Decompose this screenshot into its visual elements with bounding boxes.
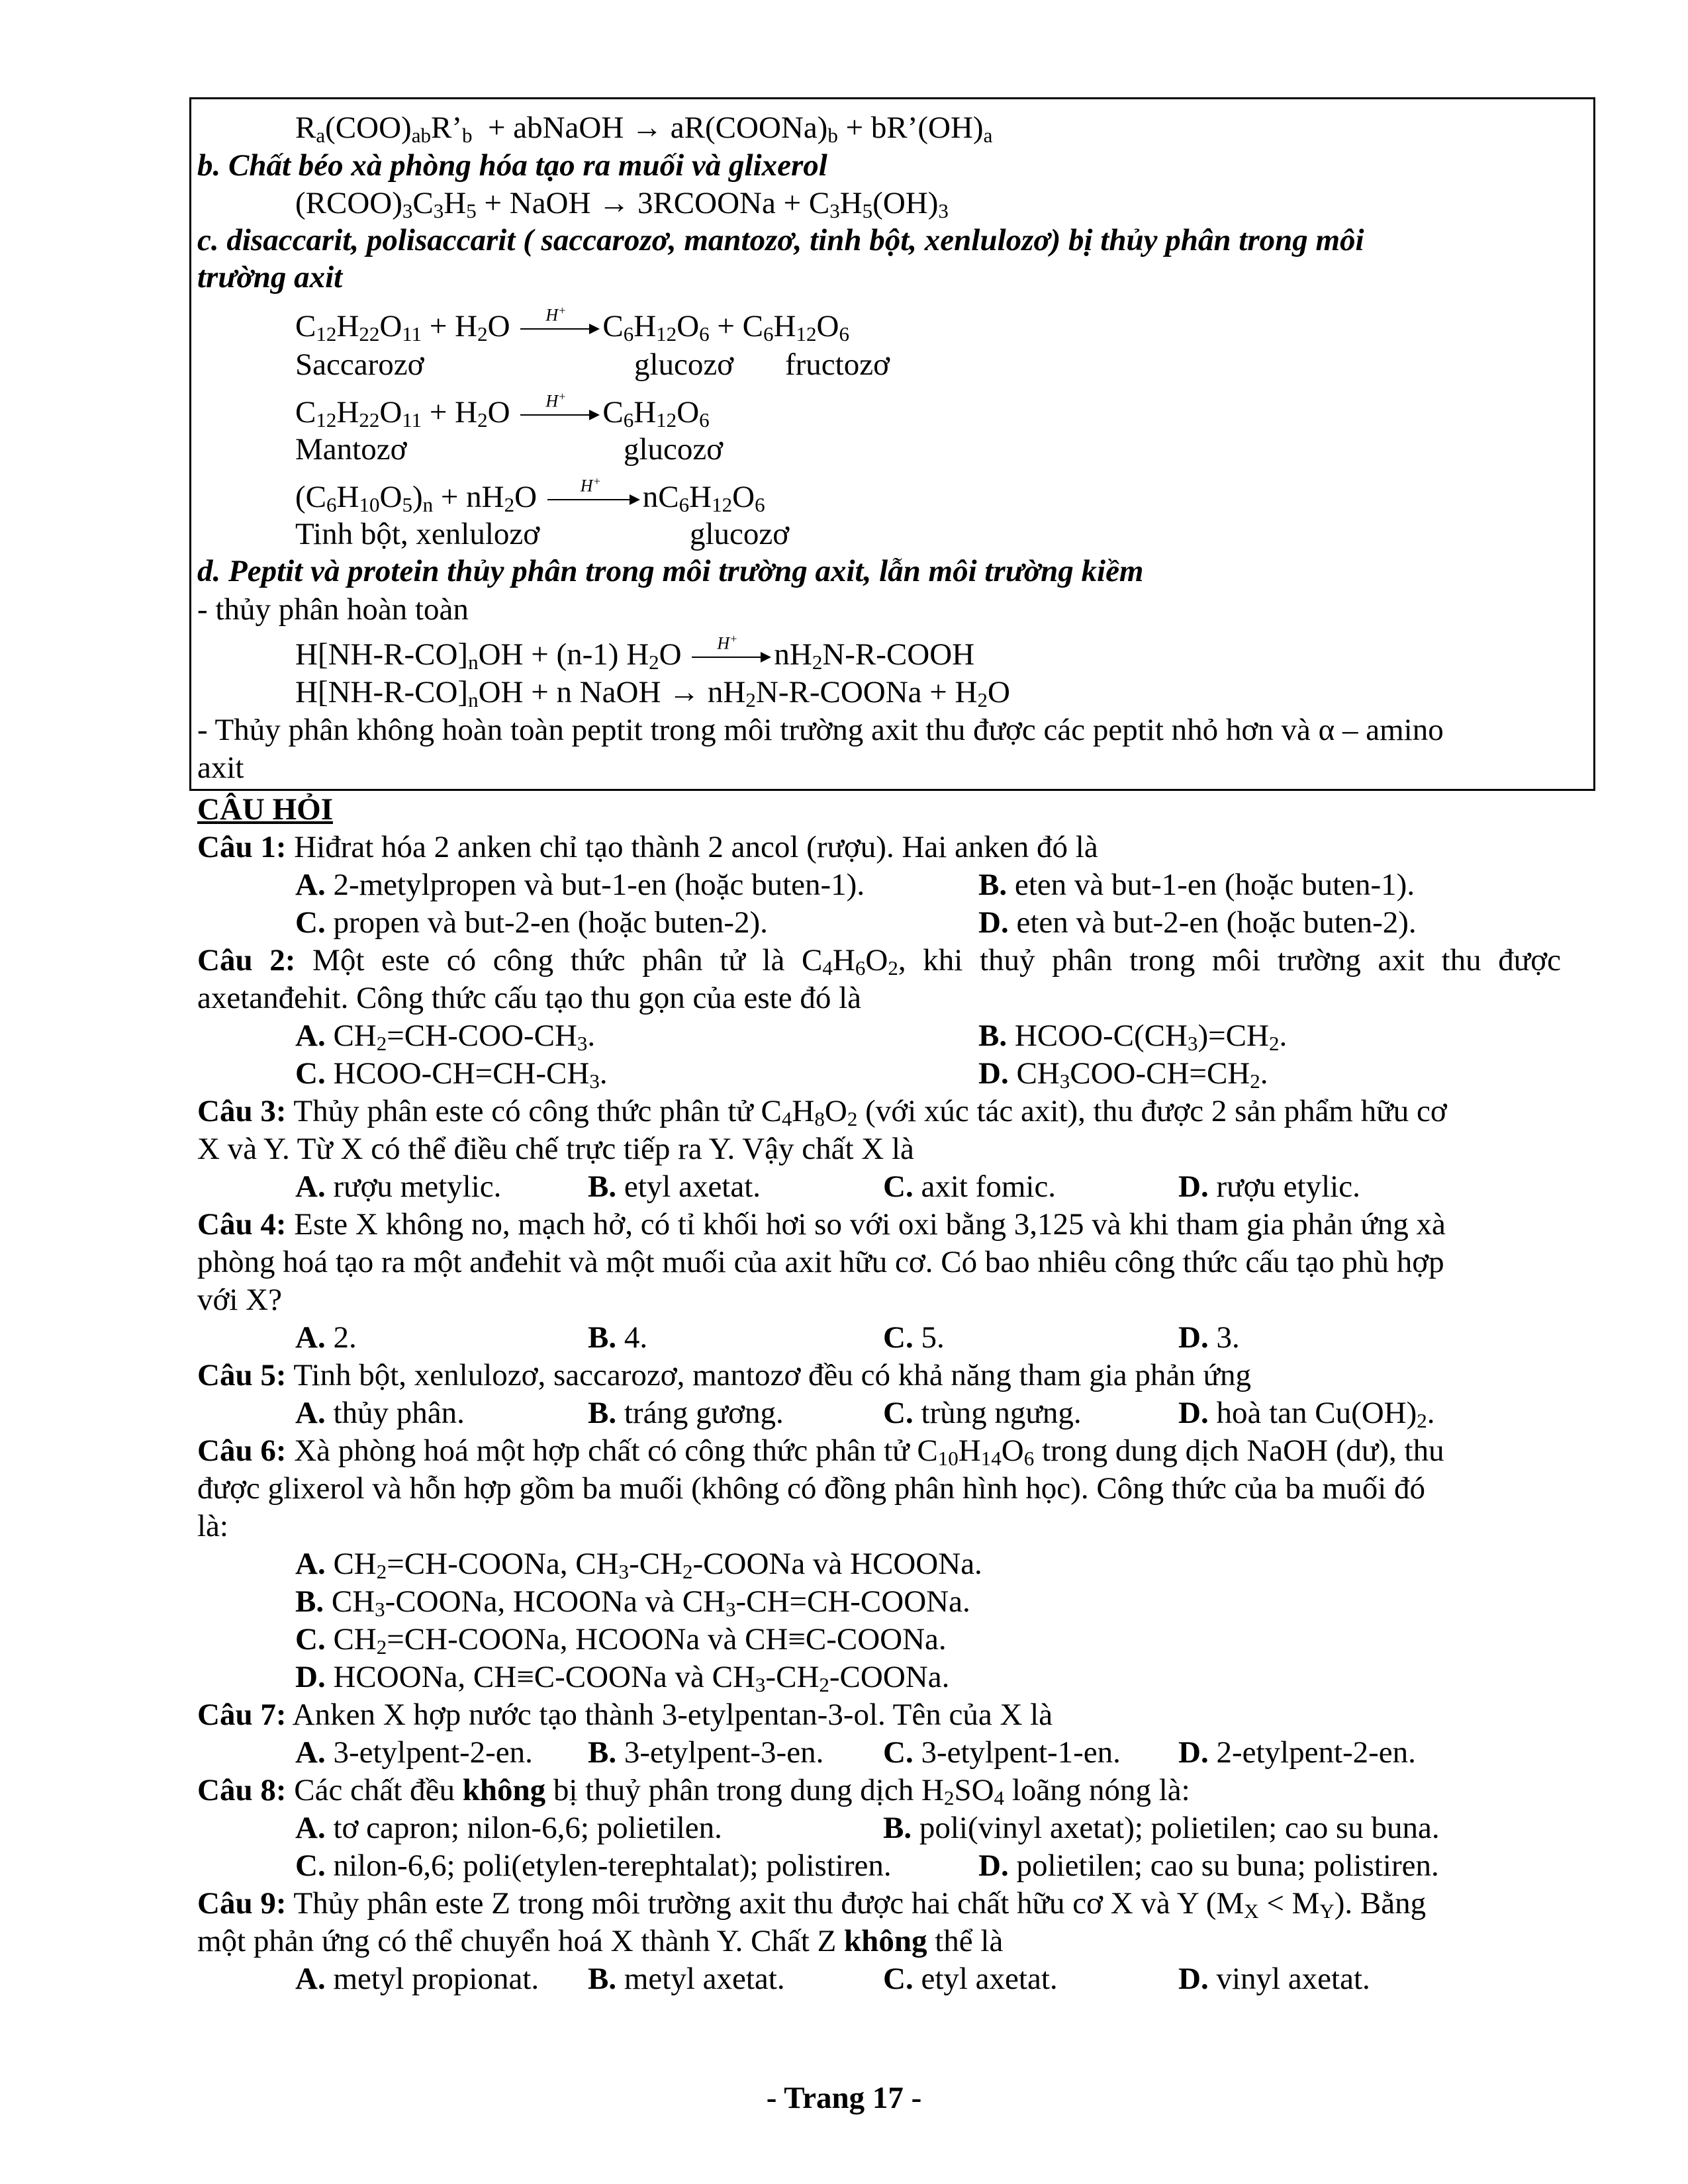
peptide-base-hydrolysis-equation: $H[NH-R-CO]_nOH + n$ NaOH → $nH_2N-R$-COONa + $H_2O$	[295, 675, 1010, 711]
question-6-stem-line3: là:	[197, 1509, 228, 1543]
q9-option-a: A. metyl propionat.	[295, 1962, 539, 1996]
question-8-stem: Câu 8: Các chất đều không bị thuỷ phân trong dung dịch $H_2SO_4$ loãng nóng là:	[197, 1773, 1190, 1809]
q4-option-c: C. 5.	[883, 1320, 945, 1355]
acid-catalyst-arrow: H+	[692, 647, 771, 667]
label-fructozo: fructozơ	[785, 347, 890, 382]
acid-catalyst-arrow: H+	[520, 405, 600, 425]
section-d-heading: d. Peptit và protein thủy phân trong môi trường axit, lẫn môi trường kiềm	[197, 554, 1144, 588]
q6-option-a: A. $CH_2=CH$-COONa, $CH_3-CH_2$-COONa và HCOONa.	[295, 1547, 982, 1583]
q9-option-b: B. metyl axetat.	[588, 1962, 785, 1996]
label-glucozo: glucozơ	[624, 432, 724, 467]
question-5-stem: Câu 5: Tinh bột, xenlulozơ, saccarozơ, mantozơ đều có khả năng tham gia phản ứng	[197, 1358, 1251, 1392]
label-glucozo: glucozơ	[634, 347, 734, 382]
peptide-acid-hydrolysis-equation: $H[NH-R-CO]_nOH + (n-1)$ $H_2O$ H+ $nH_2N-R$-COOH	[295, 632, 975, 674]
partial-hydrolysis-line1: - Thủy phân không hoàn toàn peptit trong môi trường axit thu được các peptit nhỏ hơn và α – amino	[197, 713, 1444, 747]
q2-option-b: B. HCOO-$C(CH_3)=CH_2$.	[978, 1019, 1288, 1055]
q6-option-d: D. HCOONa, CH≡C-COONa và $CH_3-CH_2$-COONa.	[295, 1660, 950, 1696]
label-mantozo: Mantozơ	[295, 432, 407, 467]
section-c-heading-line2: trường axit	[197, 260, 343, 295]
q8-option-a: A. tơ capron; nilon-6,6; polietilen.	[295, 1811, 722, 1845]
q3-option-b: B. etyl axetat.	[588, 1169, 761, 1204]
acid-catalyst-arrow: H+	[520, 319, 600, 339]
question-4-stem-line1: Câu 4: Este X không no, mạch hở, có tỉ khối hơi so với oxi bằng 3,125 và khi tham gia phản ứng xà	[197, 1207, 1446, 1242]
q1-option-b: B. eten và but-1-en (hoặc buten-1).	[978, 868, 1415, 902]
q8-option-b: B. poli(vinyl axetat); polietilen; cao su buna.	[883, 1811, 1440, 1845]
q3-option-c: C. axit fomic.	[883, 1169, 1056, 1204]
question-2-stem-line2: axetanđehit. Công thức cấu tạo thu gọn của este đó là	[197, 981, 862, 1015]
q4-option-d: D. 3.	[1178, 1320, 1240, 1355]
page-number: - Trang 17 -	[766, 2081, 922, 2115]
maltose-hydrolysis-equation: $C_{12}H_{22}O_{11} + H_2O$ H+ $C_6H_{12}O_6$	[295, 390, 710, 432]
q7-option-d: D. 2-etylpent-2-en.	[1178, 1735, 1416, 1770]
q5-option-b: B. tráng gương.	[588, 1396, 784, 1430]
section-c-heading-line1: c. disaccarit, polisaccarit ( saccarozơ, mantozơ, tinh bột, xenlulozơ) bị thủy phân trong môi	[197, 223, 1364, 257]
q3-option-d: D. rượu etylic.	[1178, 1169, 1360, 1204]
q8-option-d: D. polietilen; cao su buna; polistiren.	[978, 1848, 1439, 1883]
question-3-stem-line2: X và Y. Từ X có thể điều chế trực tiếp ra Y. Vậy chất X là	[197, 1132, 914, 1166]
q1-option-a: A. 2-metylpropen và but-1-en (hoặc buten-1).	[295, 868, 865, 902]
q9-option-c: C. etyl axetat.	[883, 1962, 1058, 1996]
question-3-stem-line1: Câu 3: Thủy phân este có công thức phân tử $C_4H_8O_2$ (với xúc tác axit), thu được 2 sản phẩm hữu cơ	[197, 1094, 1447, 1130]
question-9-stem-line1: Câu 9: Thủy phân este Z trong môi trường axit thu được hai chất hữu cơ X và Y $(M_X < M_Y)$. Bằng	[197, 1886, 1427, 1923]
q7-option-c: C. 3-etylpent-1-en.	[883, 1735, 1121, 1770]
q9-option-d: D. vinyl axetat.	[1178, 1962, 1370, 1996]
question-4-stem-line2: phòng hoá tạo ra một anđehit và một muối của axit hữu cơ. Có bao nhiêu công thức cấu tạo phù hợp	[197, 1245, 1444, 1279]
question-6-stem-line2: được glixerol và hỗn hợp gồm ba muối (không có đồng phân hình học). Công thức của ba muối đó	[197, 1471, 1426, 1506]
label-tinh-bot: Tinh bột, xenlulozơ	[295, 517, 540, 551]
q4-option-a: A. 2.	[295, 1320, 357, 1355]
q3-option-a: A. rượu metylic.	[295, 1169, 502, 1204]
q5-option-a: A. thủy phân.	[295, 1396, 465, 1430]
question-4-stem-line3: với X?	[197, 1283, 282, 1317]
question-9-stem-line2: một phản ứng có thể chuyển hoá X thành Y. Chất Z không thể là	[197, 1924, 1004, 1958]
fat-saponification-equation: $(RCOO)_3C_3H_5$ + NaOH → 3RCOONa + $C_3H_5(OH)_3$	[295, 186, 949, 222]
partial-hydrolysis-line2: axit	[197, 751, 244, 785]
saccharose-hydrolysis-equation: $C_{12}H_{22}O_{11} + H_2O$ H+ $C_6H_{12}O_6 + C_6H_{12}O_6$	[295, 304, 849, 345]
q6-option-c: C. $CH_2=CH$-COONa, HCOONa và CH≡C-COONa.	[295, 1622, 947, 1659]
q2-option-a: A. $CH_2=CH-COO-CH_3$.	[295, 1019, 596, 1055]
q4-option-b: B. 4.	[588, 1320, 648, 1355]
q1-option-c: C. propen và but-2-en (hoặc buten-2).	[295, 905, 768, 940]
label-saccarozo: Saccarozơ	[295, 347, 424, 382]
q2-option-d: D. $CH_3COO-CH=CH_2$.	[978, 1056, 1268, 1093]
question-7-stem: Câu 7: Anken X hợp nước tạo thành 3-etylpentan-3-ol. Tên của X là	[197, 1698, 1053, 1732]
questions-title: CÂU HỎI	[197, 792, 333, 827]
q5-option-d: D. hoà $\tan Cu(OH)_2$.	[1178, 1396, 1435, 1432]
question-6-stem-line1: Câu 6: Xà phòng hoá một hợp chất có công thức phân tử $C_{10}H_{14}O_6$ trong dung dịch NaOH (dư), thu	[197, 1433, 1444, 1470]
question-1-stem: Câu 1: Hiđrat hóa 2 anken chỉ tạo thành 2 ancol (rượu). Hai anken đó là	[197, 830, 1098, 864]
q6-option-b: B. $CH_3$-COONa, HCOONa và $CH_3-CH=CH$-COONa.	[295, 1584, 970, 1621]
q2-option-c: C. HCOO-$CH=CH-CH_3$.	[295, 1056, 608, 1093]
full-hydrolysis-label: - thủy phân hoàn toàn	[197, 592, 469, 627]
q8-option-c: C. nilon-6,6; poli(etylen-terephtalat); polistiren.	[295, 1848, 892, 1883]
starch-hydrolysis-equation: $(C_6H_{10}O_5)_n + nH_2O$ H+ $nC_6H_{12}O_6$	[295, 475, 765, 516]
label-glucozo: glucozơ	[690, 517, 790, 551]
q5-option-c: C. trùng ngưng.	[883, 1396, 1082, 1430]
q1-option-d: D. eten và but-2-en (hoặc buten-2).	[978, 905, 1417, 940]
q7-option-a: A. 3-etylpent-2-en.	[295, 1735, 533, 1770]
question-2-stem-line1: Câu 2: Một este có công thức phân tử là $C_4H_6O_2$, khi thuỷ phân trong môi trường axit thu được	[197, 943, 1561, 979]
general-ester-equation: $R_a(COO)_{ab}R’_b$ + abNaOH → $aR(COONa)_b$ + $bR’(OH)_a$	[295, 111, 993, 147]
q7-option-b: B. 3-etylpent-3-en.	[588, 1735, 824, 1770]
section-b-heading: b. Chất béo xà phòng hóa tạo ra muối và glixerol	[197, 148, 827, 183]
acid-catalyst-arrow: H+	[547, 490, 640, 510]
